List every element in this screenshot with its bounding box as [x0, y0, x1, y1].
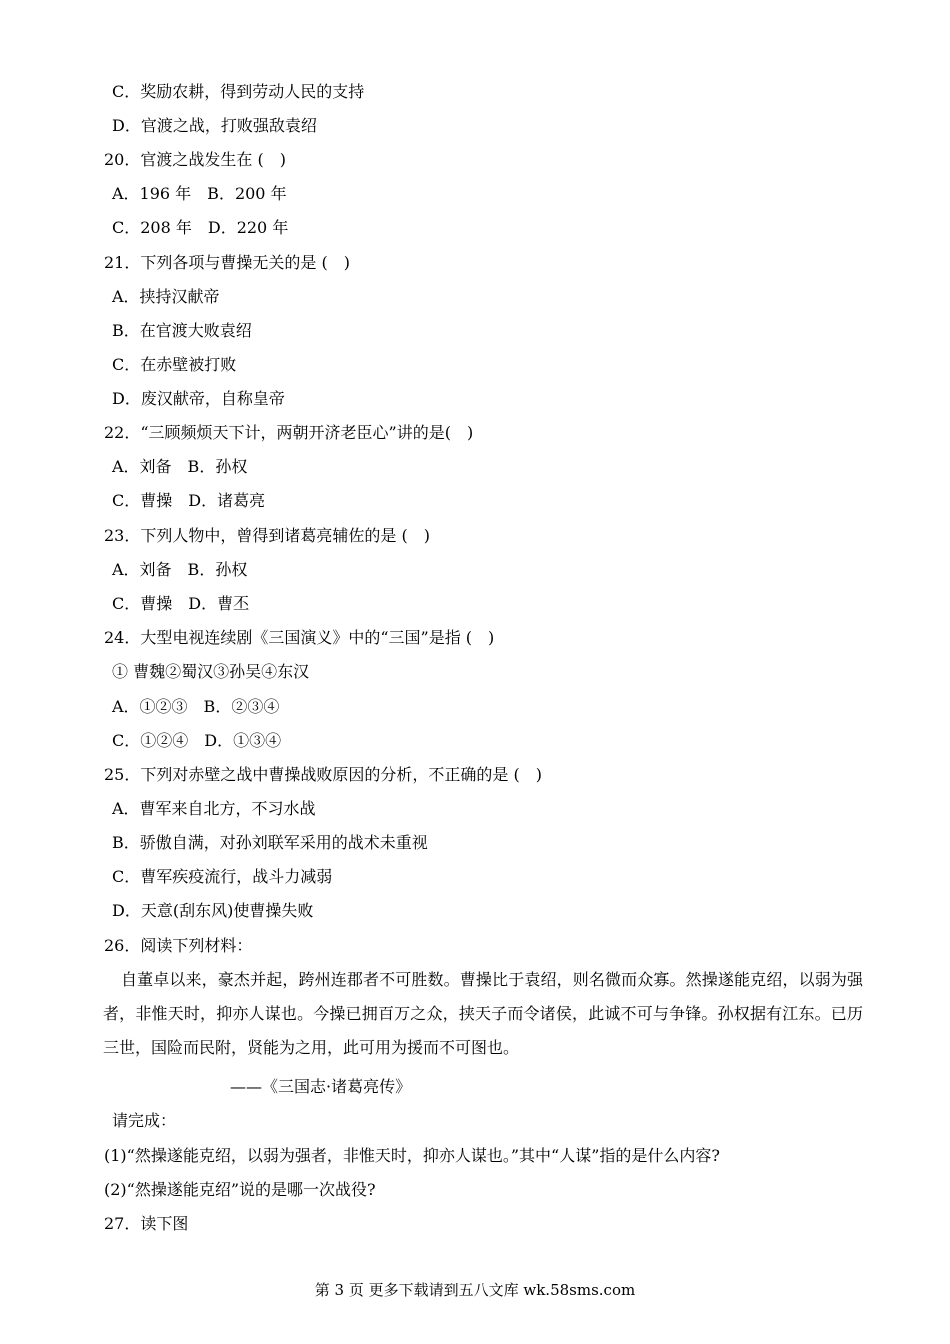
question-23: 23．下列人物中，曾得到诸葛亮辅佐的是 ( ) — [104, 526, 430, 545]
sub-question-2: (2)“然操遂能克绍”说的是哪一次战役? — [104, 1180, 376, 1199]
question-25: 25．下列对赤壁之战中曹操战败原因的分析，不正确的是 ( ) — [104, 765, 542, 784]
options-20-ab: A．196 年 B．200 年 — [112, 184, 287, 203]
instruction: 请完成： — [112, 1111, 177, 1130]
option-c-19: C．奖励农耕，得到劳动人民的支持 — [112, 82, 365, 101]
options-23-cd: C．曹操 D．曹丕 — [112, 594, 250, 613]
options-20-cd: C．208 年 D．220 年 — [112, 218, 289, 237]
question-26: 26．阅读下列材料： — [104, 936, 253, 955]
options-23-ab: A．刘备 B．孙权 — [112, 560, 248, 579]
option-c-25: C．曹军疾疫流行，战斗力减弱 — [112, 867, 333, 886]
options-22-ab: A．刘备 B．孙权 — [112, 457, 248, 476]
page-footer: 第 3 页 更多下载请到五八文库 wk.58sms.com — [314, 1281, 636, 1299]
option-d-19: D．官渡之战，打败强敌袁绍 — [112, 116, 317, 135]
question-24: 24．大型电视连续剧《三国演义》中的“三国”是指 ( ) — [104, 628, 495, 647]
sub-question-1: (1)“然操遂能克绍，以弱为强者，非惟天时，抑亦人谋也。”其中“人谋”指的是什么内容? — [104, 1146, 720, 1165]
question-21: 21．下列各项与曹操无关的是 ( ) — [104, 253, 350, 272]
options-22-cd: C．曹操 D．诸葛亮 — [112, 491, 266, 510]
question-27: 27．读下图 — [104, 1214, 189, 1233]
options-24-cd: C．①②④ D．①③④ — [112, 731, 282, 750]
reading-passage: 自董卓以来，豪杰并起，跨州连郡者不可胜数。曹操比于袁绍，则名微而众寡。然操遂能克绍，以弱为强者，非惟天时，抑亦人谋也。今操已拥百万之众，挟天子而令诸侯，此诚不可与争锋。孙权据有江东。已历三世，国险而民附，贤能为之用，此可用为援而不可图也。 — [103, 970, 863, 1057]
question-20: 20．官渡之战发生在 ( ) — [104, 150, 286, 169]
option-d-21: D．废汉献帝，自称皇帝 — [112, 389, 285, 408]
option-a-25: A．曹军来自北方，不习水战 — [112, 799, 316, 818]
option-b-25: B．骄傲自满，对孙刘联军采用的战术未重视 — [112, 833, 428, 852]
option-a-21: A．挟持汉献帝 — [112, 287, 220, 306]
choices-24: ① 曹魏②蜀汉③孙吴④东汉 — [112, 662, 310, 681]
question-22: 22．“三顾频烦天下计，两朝开济老臣心”讲的是( ) — [104, 423, 474, 442]
option-c-21: C．在赤壁被打败 — [112, 355, 237, 374]
option-d-25: D．天意(刮东风)使曹操失败 — [112, 901, 314, 920]
passage-source: ——《三国志·诸葛亮传》 — [230, 1077, 412, 1096]
option-b-21: B．在官渡大败袁绍 — [112, 321, 252, 340]
options-24-ab: A．①②③ B．②③④ — [112, 697, 280, 716]
